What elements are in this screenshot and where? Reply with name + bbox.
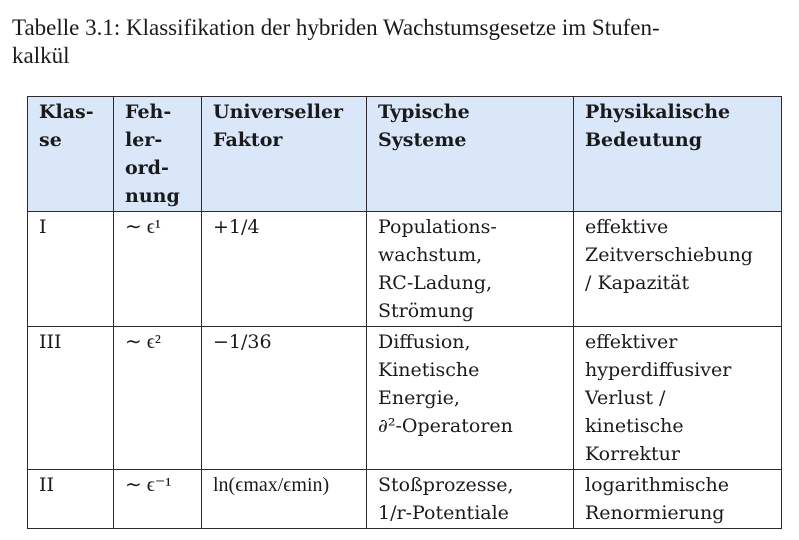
header-typische-systeme: Typische Systeme [367,97,574,212]
cell-fehlerordnung: ∼ ϵ¹ [114,212,202,327]
header-universeller-faktor: Universeller Faktor [202,97,367,212]
cell-bedeutung: logarithmische Renormierung [574,470,782,529]
cell-bedeutung: effektive Zeitverschiebung / Kapazität [574,212,782,327]
cell-fehlerordnung: ∼ ϵ⁻¹ [114,470,202,529]
header-row [28,97,782,212]
cell-systeme: Diffusion, Kinetische Energie, ∂²-Operatoren [367,327,574,470]
cell-klasse: I [28,212,114,327]
table-row-klasse-ii [28,470,782,529]
cell-systeme: Stoßprozesse, 1/r-Potentiale [367,470,574,529]
cell-faktor: +1/4 [202,212,367,327]
cell-klasse: III [28,327,114,470]
classification-table [27,96,782,529]
header-klasse: Klas- se [28,97,114,212]
table-row-klasse-i [28,212,782,327]
caption-line-1: Tabelle 3.1: Klassifikation der hybriden Wachstumsgesetze im Stufen- [12,15,660,40]
cell-klasse: II [28,470,114,529]
table-row-klasse-iii [28,327,782,470]
cell-bedeutung: effektiver hyperdiffusiver Verlust / kinetische Korrektur [574,327,782,470]
caption-line-2: kalkül [12,43,70,68]
header-physikalische-bedeutung: Physikalische Bedeutung [574,97,782,212]
header-fehlerordnung: Feh- ler- ord- nung [114,97,202,212]
cell-faktor: ln(ϵmax/ϵmin) [202,470,367,529]
cell-fehlerordnung: ∼ ϵ² [114,327,202,470]
cell-faktor: −1/36 [202,327,367,470]
cell-systeme: Populations- wachstum, RC-Ladung, Strömung [367,212,574,327]
table-caption [12,14,792,70]
